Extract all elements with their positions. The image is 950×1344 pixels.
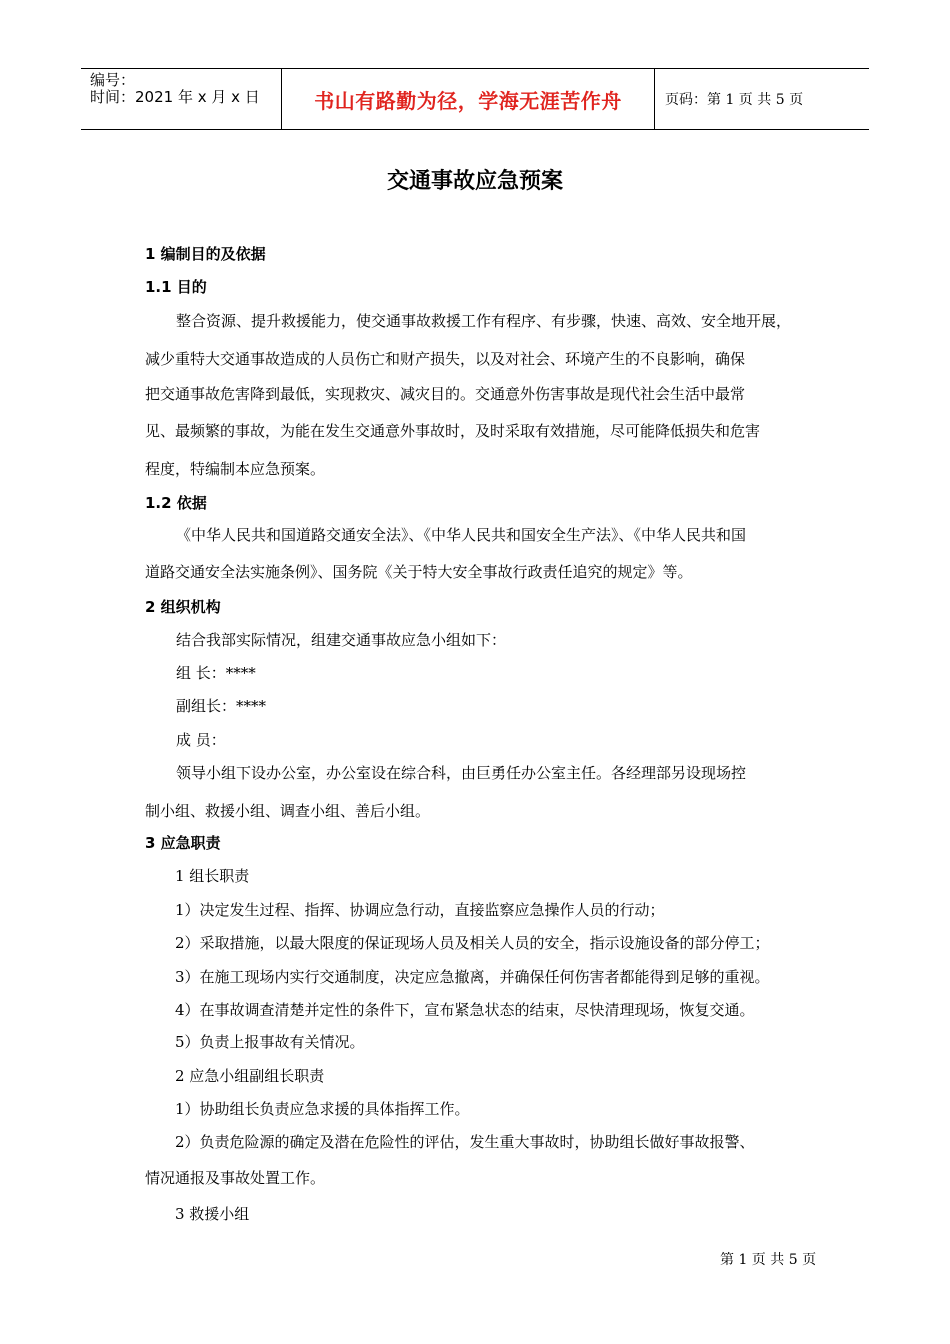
body-line: 《中华人民共和国道路交通安全法》、《中华人民共和国安全生产法》、《中华人民共和国 xyxy=(176,526,747,544)
body-line: 4）在事故调查清楚并定性的条件下，宣布紧急状态的结束，尽快清理现场，恢复交通。 xyxy=(175,1001,755,1019)
header-motto-cell xyxy=(281,69,655,129)
section-heading: 3 应急职责 xyxy=(145,834,221,852)
body-line: 1）决定发生过程、指挥、协调应急行动，直接监察应急操作人员的行动； xyxy=(175,901,665,919)
document-title: 交通事故应急预案 xyxy=(386,169,563,194)
body-line: 见、最频繁的事故，为能在发生交通意外事故时，及时采取有效措施，尽可能降低损失和危害 xyxy=(145,422,761,440)
body-line: 把交通事故危害降到最低，实现救灾、减灾目的。交通意外伤害事故是现代社会生活中最常 xyxy=(145,385,746,403)
body-line: 2）采取措施，以最大限度的保证现场人员及相关人员的安全，指示设施设备的部分停工； xyxy=(175,934,770,952)
body-line: 组 长：**** xyxy=(176,664,256,682)
time-label: 时间：2021 年 x 月 x 日 xyxy=(90,88,260,106)
number-label: 编号： xyxy=(90,71,136,89)
header-meta-cell xyxy=(81,69,281,129)
body-line: 领导小组下设办公室，办公室设在综合科，由巨勇任办公室主任。各经理部另设现场控 xyxy=(176,764,747,782)
body-line: 制小组、救援小组、调查小组、善后小组。 xyxy=(145,802,431,820)
page-footer: 第 1 页 共 5 页 xyxy=(720,1252,817,1268)
body-line: 3）在施工现场内实行交通制度，决定应急撤离，并确保任何伤害者都能得到足够的重视。 xyxy=(175,968,770,986)
body-line: 1）协助组长负责应急求援的具体指挥工作。 xyxy=(175,1100,470,1118)
body-line: 结合我部实际情况，组建交通事故应急小组如下： xyxy=(176,631,507,649)
body-line: 成 员： xyxy=(176,731,226,749)
section-heading: 1.1 目的 xyxy=(145,278,207,296)
body-line: 3 救援小组 xyxy=(175,1205,250,1223)
section-heading: 2 组织机构 xyxy=(145,598,221,616)
section-heading: 1 编制目的及依据 xyxy=(145,245,266,263)
page-label: 页码：第 1 页 共 5 页 xyxy=(665,92,804,108)
header-table xyxy=(81,68,869,130)
body-line: 整合资源、提升救援能力，使交通事故救援工作有程序、有步骤，快速、高效、安全地开展， xyxy=(176,312,792,330)
body-line: 情况通报及事故处置工作。 xyxy=(145,1169,326,1187)
body-line: 2）负责危险源的确定及潜在危险性的评估，发生重大事故时，协助组长做好事故报警、 xyxy=(175,1133,755,1151)
header-page-cell xyxy=(655,69,869,129)
body-line: 5）负责上报事故有关情况。 xyxy=(175,1033,365,1051)
section-heading: 1.2 依据 xyxy=(145,494,207,512)
body-line: 1 组长职责 xyxy=(175,867,250,885)
body-line: 减少重特大交通事故造成的人员伤亡和财产损失，以及对社会、环境产生的不良影响，确保 xyxy=(145,350,746,368)
motto: 书山有路勤为径，学海无涯苦作舟 xyxy=(314,88,622,113)
body-line: 副组长：**** xyxy=(176,697,267,715)
body-line: 道路交通安全法实施条例》、国务院《关于特大安全事故行政责任追究的规定》等。 xyxy=(145,563,693,581)
body-line: 程度，特编制本应急预案。 xyxy=(145,460,326,478)
body-line: 2 应急小组副组长职责 xyxy=(175,1067,325,1085)
